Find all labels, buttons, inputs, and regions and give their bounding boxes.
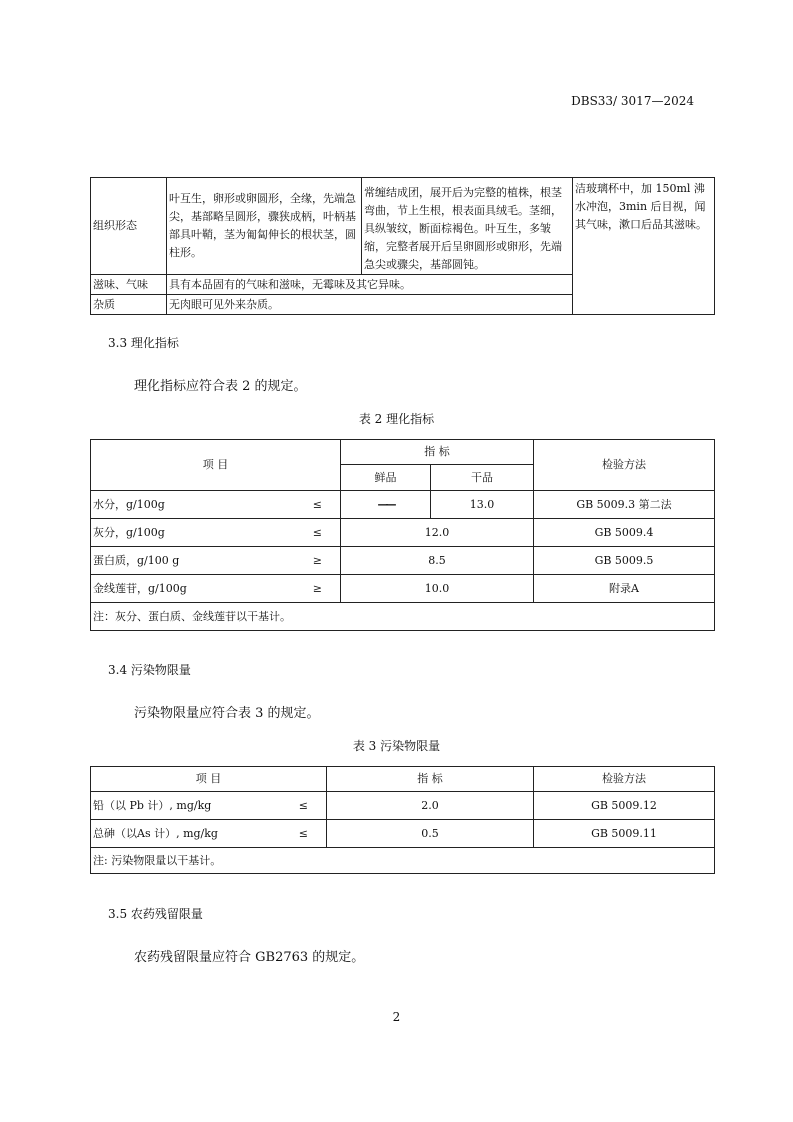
moisture-label: 水分，g/100g [93, 497, 165, 511]
table-row-item [91, 575, 341, 603]
ash-symbol: ≤ [312, 525, 322, 539]
arsenic-value: 0.5 [327, 820, 534, 848]
header-fresh: 鲜品 [341, 465, 431, 491]
moisture-fresh: —— [341, 491, 431, 519]
protein-value: 8.5 [341, 547, 534, 575]
lead-method: GB 5009.12 [534, 792, 715, 820]
taste-smell-value: 具有本品固有的气味和滋味，无霉味及其它异味。 [167, 275, 573, 295]
section-heading-3-4: 3.4 污染物限量 [108, 663, 191, 677]
row-label-tissue-form: 组织形态 [91, 178, 167, 275]
kinsenoside-value: 10.0 [341, 575, 534, 603]
document-id: DBS33/ 3017—2024 [571, 94, 694, 108]
lead-label: 铅（以 Pb 计）, mg/kg [93, 798, 212, 812]
physicochemical-table [90, 439, 715, 631]
protein-label: 蛋白质，g/100 g [93, 553, 180, 567]
section-text-3-3: 理化指标应符合表 2 的规定。 [134, 379, 307, 394]
ash-label: 灰分，g/100g [93, 525, 165, 539]
table-row-item [91, 491, 341, 519]
sensory-table [90, 177, 715, 315]
kinsenoside-label: 金线莲苷，g/100g [93, 581, 187, 595]
header-index: 指 标 [327, 767, 534, 792]
table3-note: 注: 污染物限量以干基计。 [91, 848, 715, 874]
moisture-symbol: ≤ [312, 497, 322, 511]
tissue-form-fresh: 叶互生，卵形或卵圆形，全缘，先端急尖，基部略呈圆形，骤狭成柄，叶柄基部具叶鞘，茎为匍匐伸长的根状茎，圆柱形。 [167, 178, 362, 275]
moisture-method: GB 5009.3 第二法 [534, 491, 715, 519]
row-label-impurity: 杂质 [91, 295, 167, 315]
impurity-value: 无肉眼可见外来杂质。 [167, 295, 573, 315]
header-method: 检验方法 [534, 440, 715, 491]
lead-symbol: ≤ [298, 798, 308, 812]
section-text-3-4: 污染物限量应符合表 3 的规定。 [134, 706, 320, 721]
table2-note: 注：灰分、蛋白质、金线莲苷以干基计。 [91, 603, 715, 631]
ash-value: 12.0 [341, 519, 534, 547]
arsenic-symbol: ≤ [298, 826, 308, 840]
section-heading-3-5: 3.5 农药残留限量 [108, 907, 203, 921]
section-text-3-5: 农药残留限量应符合 GB2763 的规定。 [134, 950, 365, 965]
header-method: 检验方法 [534, 767, 715, 792]
table2-caption: 表 2 理化指标 [358, 412, 435, 426]
table-row-item [91, 547, 341, 575]
header-item: 项 目 [91, 767, 327, 792]
kinsenoside-method: 附录A [534, 575, 715, 603]
table3-caption: 表 3 污染物限量 [352, 739, 441, 753]
arsenic-method: GB 5009.11 [534, 820, 715, 848]
table-row-item [91, 792, 327, 820]
table-row-item [91, 820, 327, 848]
table-row-item [91, 519, 341, 547]
ash-method: GB 5009.4 [534, 519, 715, 547]
tissue-form-dry: 常缠结成团，展开后为完整的植株，根茎弯曲，节上生根，根表面具绒毛。茎细，具纵皱纹，断面棕褐色。叶互生，多皱缩，完整者展开后呈卵圆形或卵形，先端急尖或骤尖，基部圆钝。 [362, 178, 573, 275]
header-index: 指 标 [341, 440, 534, 465]
kinsenoside-symbol: ≥ [312, 581, 322, 595]
header-dry: 干品 [431, 465, 534, 491]
page-number: 2 [392, 1010, 401, 1024]
protein-method: GB 5009.5 [534, 547, 715, 575]
contaminant-table [90, 766, 715, 874]
header-item: 项 目 [91, 440, 341, 491]
protein-symbol: ≥ [312, 553, 322, 567]
sensory-method: 洁玻璃杯中，加 150ml 沸水冲泡，3min 后目视，闻其气味，漱口后品其滋味。 [573, 178, 715, 315]
section-heading-3-3: 3.3 理化指标 [108, 336, 179, 350]
row-label-taste-smell: 滋味、气味 [91, 275, 167, 295]
moisture-dry: 13.0 [431, 491, 534, 519]
lead-value: 2.0 [327, 792, 534, 820]
arsenic-label: 总砷（以As 计）, mg/kg [93, 826, 218, 840]
